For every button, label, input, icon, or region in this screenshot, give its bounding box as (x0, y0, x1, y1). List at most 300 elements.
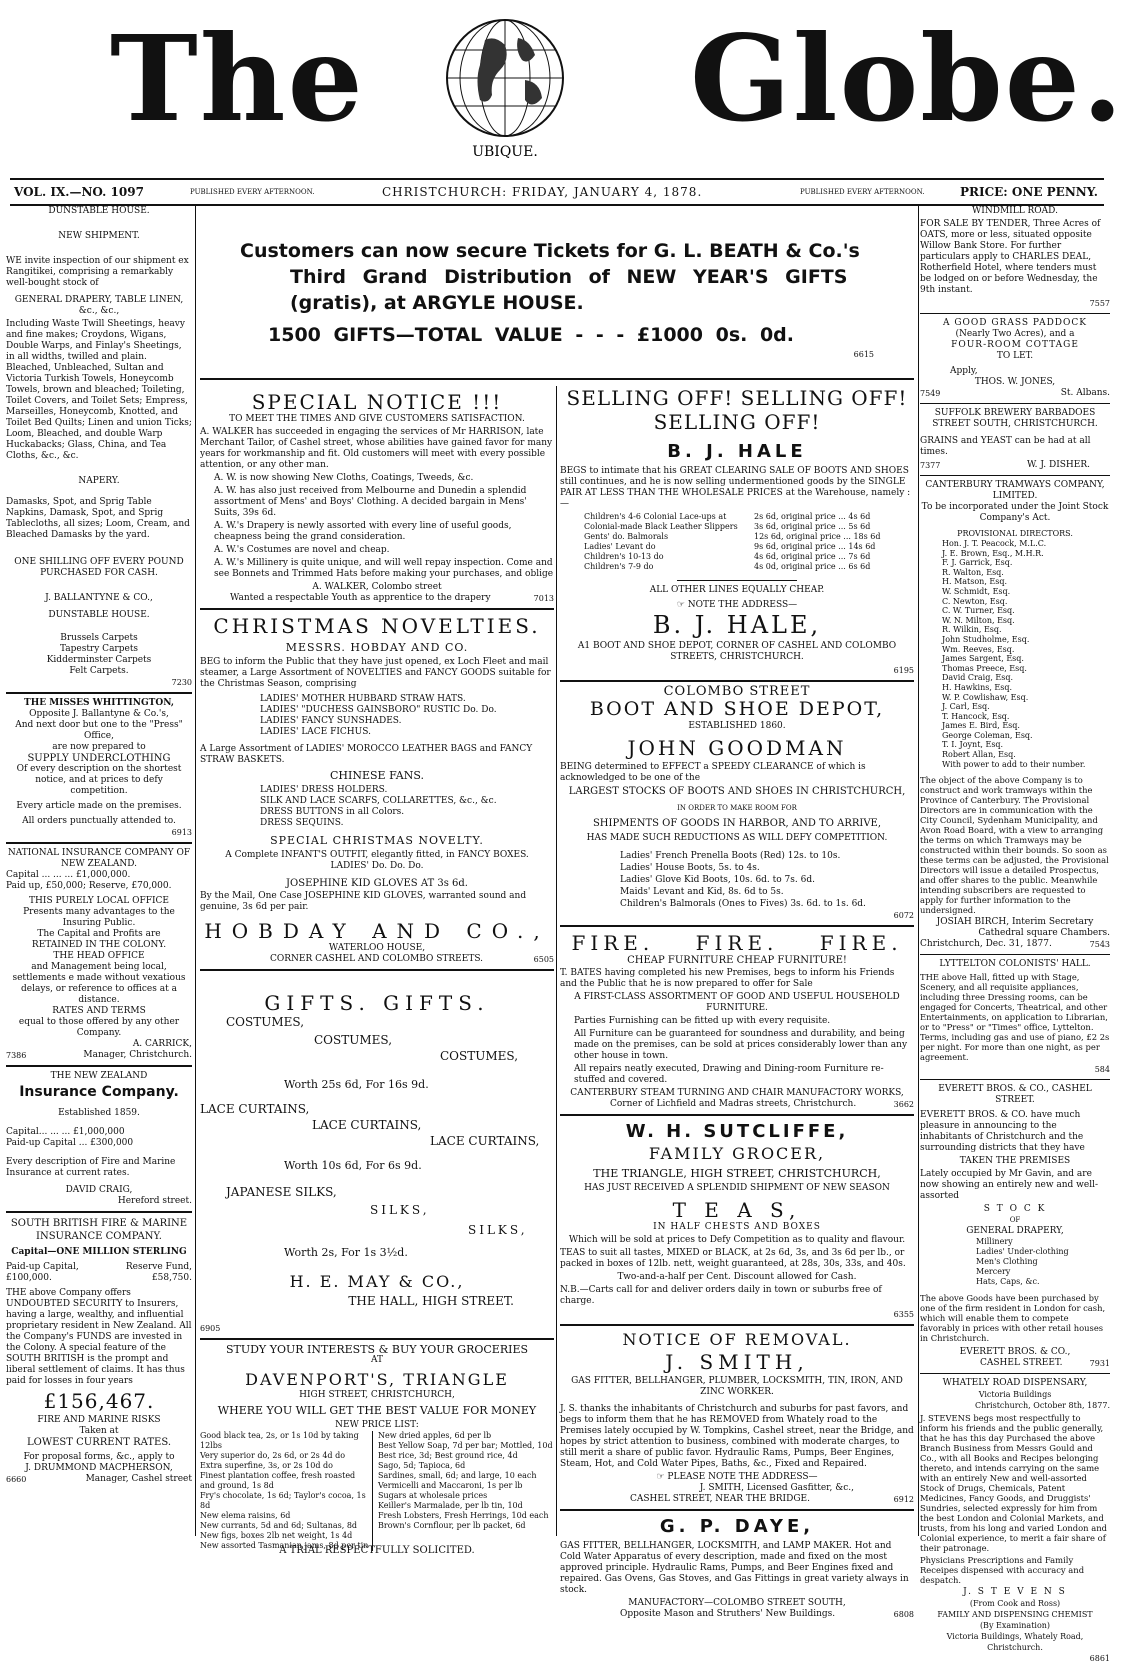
price-item: Best rice, 3d; Best ground rice, 4d (378, 1451, 518, 1460)
ad-heading: SUFFOLK BREWERY BARBADOES STREET SOUTH, CHRISTCHURCH. (932, 408, 1098, 429)
ad-subheading: TAKEN THE PREMISES (959, 1156, 1071, 1167)
ad-subheading: FAMILY GROCER, (648, 1144, 826, 1163)
list-item: H. Hawkins, Esq. (942, 682, 1013, 692)
ad-subheading: LARGEST STOCKS OF BOOTS AND SHOES IN CHRISTCHURCH, (568, 786, 906, 797)
price-item: Sago, 5d; Tapioca, 6d (378, 1461, 466, 1470)
ad-text: are now prepared to (52, 742, 146, 752)
price-item: Fresh Lobsters, Fresh Herrings, 10d each (378, 1511, 549, 1520)
ad-text: &c., &c., (78, 306, 120, 316)
list-item: J. E. Brown, Esq., M.H.R. (942, 548, 1044, 558)
price-item: Vermicelli and Maccaroni, 1s per lb (378, 1481, 523, 1490)
agent-title: Manager, Cashel street (85, 1474, 192, 1484)
ad-text: OF (1009, 1216, 1021, 1225)
ad-heading: FIRE. FIRE. FIRE. (571, 931, 903, 955)
right-column (920, 206, 1110, 1664)
price-item: New assorted Tasmanian jams, 8d per tin (200, 1541, 369, 1550)
ad-date: Christchurch, Dec. 31, 1877. (920, 939, 1052, 950)
ad-text: Physicians Prescriptions and Family Receipes dispensed with accuracy and despatch. (920, 1555, 1085, 1586)
ad-subheading: NEW PRICE LIST: (335, 1420, 419, 1430)
ad-text: A. W.'s Costumes are novel and cheap. (214, 545, 390, 555)
ad-text: THIS PURELY LOCAL OFFICE (29, 896, 169, 906)
list-item: LADIES' "DUCHESS GAINSBORO" RUSTIC Do. Do. (260, 705, 497, 715)
pointing-hand-icon: ☞ (676, 600, 688, 610)
ad-address: CASHEL STREET, NEAR THE BRIDGE. (630, 1494, 810, 1504)
ad-text: Every article made on the premises. (16, 801, 182, 811)
ad-text: A. W.'s Millinery is quite unique, and will well repay inspection. Come and see Bonnets and Trimmed Hats before making your purchases, and oblige (214, 558, 554, 579)
ad-text: LACE CURTAINS, (430, 1134, 540, 1148)
publication-note-left: PUBLISHED EVERY AFTERNOON. (190, 188, 315, 196)
ad-subheading: THE TRIANGLE, HIGH STREET, CHRISTCHURCH, (593, 1167, 881, 1180)
ad-text: The above Goods have been purchased by one of the firm resident in London for cash, which will enable them to compete favorably in prices with other retail houses in Christchurch. (920, 1293, 1106, 1344)
list-item: George Coleman, Esq. (942, 730, 1033, 740)
price-item: Brown's Cornflour, per lb packet, 6d (378, 1521, 526, 1530)
ad-heading: BOOT AND SHOE DEPOT, (589, 698, 885, 720)
price-item: Ladies' Levant do (584, 542, 656, 551)
ad-subheading: WHERE YOU WILL GET THE BEST VALUE FOR MONEY (217, 1404, 537, 1417)
middle-right-column (560, 386, 914, 1619)
masthead (0, 0, 1125, 172)
ad-subheading: FAMILY AND DISPENSING CHEMIST (937, 1610, 1093, 1620)
price-line: Worth 2s, For 1s 3½d. (284, 1246, 408, 1259)
list-item: John Studholme, Esq. (942, 634, 1030, 644)
ad-address: CASHEL STREET. (980, 1358, 1063, 1369)
ad-text: THE HEAD OFFICE (53, 951, 145, 961)
ad-text: Lately occupied by Mr Gavin, and are now showing an entirely new and well-assorted (920, 1169, 1099, 1202)
list-item: Robert Allan, Esq. (942, 750, 1016, 760)
ad-text: equal to those offered by any other Company. (18, 1017, 180, 1038)
ad-heading: T E A S, (672, 1198, 802, 1222)
price-item: New dried apples, 6d per lb (378, 1431, 492, 1440)
ad-subheading: A FIRST-CLASS ASSORTMENT OF GOOD AND USEFUL HOUSEHOLD FURNITURE. (574, 992, 900, 1013)
price-item: Sardines, small, 6d; and large, 10 each (378, 1471, 537, 1480)
ad-number: 6861 (1089, 1654, 1110, 1664)
ad-text: SILKS, (468, 1223, 528, 1237)
ad-subheading: PROVISIONAL DIRECTORS. (957, 529, 1073, 538)
ad-text: Including Waste Twill Sheetings, heavy and fine makes; Croydons, Wigans, Double Warps, and Finlay's Sheetings, in all widths, twilled and plain. Bleached, Unbleached, Sultan and Victoria Turkish Towels, Honeycomb Towels, brown and bleached; Toileting, Toilet Covers, and Toilet Sets; Empress, Marseilles, Honeycomb, Knotted, and Toilet Bed Quilts; Linen and union Ticks; Loom, Bleached, and double Warp Huckabacks; Glass, China, and Tea Cloths, &c., &c. (6, 319, 192, 461)
ad-text: Damasks, Spot, and Sprig Table Napkins, Damask, Spot, and Sprig Tablecloths, all sizes; Loom, Cream, and Bleached Damasks by the yard. (6, 497, 190, 540)
ad-number: 7230 (171, 678, 192, 687)
ad-text: T. BATES having completed his new Premises, begs to inform his Friends and the Public that he is now prepared to offer for Sale (560, 968, 895, 989)
ad-text: J. STEVENS begs most respectfully to inform his friends and the public generally, that he has this day Purchased the above Branch Business from Messrs Gould and Co., with all Books and Recipes belonging thereto, and intends carrying on the same with an entirely New and well-assorted Stock of Drugs, Chemicals, Patent Medicines, Fancy Goods, and Druggists' Sundries, selected expressly for him from the best London and Colonial Markets, and trusts, from his long and varied London and Colonial experience, to merit a fair share of their patronage. (920, 1413, 1107, 1554)
list-item: T. Hancock, Esq. (942, 711, 1010, 721)
list-item: Felt Carpets. (69, 666, 129, 676)
ad-heading: A GOOD GRASS PADDOCK (942, 318, 1088, 328)
ad-text: FOR SALE BY TENDER, Three Acres of OATS, more or less, situated opposite Willow Bank Store. For further particulars apply to CHARLES DEAL, Rotherfield Hotel, where tenders must be lodged on or before Wednesday, the 9th instant. (920, 219, 1101, 295)
advertiser-name: W. H. SUTCLIFFE, (625, 1121, 849, 1142)
ad-heading: THE NEW ZEALAND (50, 1071, 148, 1081)
ad-subheading: GAS FITTER, BELLHANGER, PLUMBER, LOCKSMITH, TIN, IRON, AND ZINC WORKER. (571, 1376, 903, 1397)
ad-text: Established 1859. (58, 1108, 140, 1118)
list-item: W. P. Cowlishaw, Esq. (942, 692, 1029, 702)
ad-text: Parties Furnishing can be fitted up with every requisite. (574, 1016, 831, 1026)
carpet-list (6, 633, 192, 677)
price-value: 4s 6d, original price ... 7s 6d (754, 552, 871, 561)
ad-address: Opposite Mason and Struthers' New Buildings. (620, 1609, 836, 1619)
price-value: 12s 6d, original price ... 18s 6d (754, 532, 881, 541)
list-item: F. J. Garrick, Esq. (942, 558, 1013, 568)
advertiser-name: JOHN GOODMAN (627, 736, 847, 760)
list-item: James E. Bird, Esq. (942, 721, 1020, 731)
ad-subheading: IN HALF CHESTS AND BOXES (653, 1222, 821, 1232)
place-and-date: CHRISTCHURCH: FRIDAY, JANUARY 4, 1878. (382, 185, 703, 199)
ad-text: TO LET. (996, 351, 1034, 361)
list-item: C. W. Turner, Esq. (942, 606, 1015, 616)
ad-heading: CANTERBURY TRAMWAYS COMPANY, LIMITED. (925, 480, 1105, 501)
list-item: Hats, Caps, &c. (976, 1277, 1040, 1287)
ad-text: A Large Assortment of LADIES' MOROCCO LEATHER BAGS and FANCY STRAW BASKETS. (200, 744, 533, 765)
list-item: Thomas Preece, Esq. (942, 663, 1027, 673)
agent-name: A. CARRICK, (132, 1039, 192, 1049)
ad-address: St. Albans. (1060, 388, 1110, 398)
price-item: Sugars at wholesale prices (378, 1491, 488, 1500)
ad-text: Paid up, £50,000; Reserve, £70,000. (6, 881, 172, 891)
ad-text: (From Cook and Ross) (969, 1599, 1061, 1609)
ad-number: 7377 (920, 461, 941, 470)
advertiser-signature: J. SMITH, Licensed Gasfitter, &c., (699, 1483, 854, 1493)
price-value: 3s 6d, original price ... 5s 6d (754, 522, 871, 531)
ad-subheading: CHINESE FANS. (330, 769, 424, 782)
ad-headline: Customers can now secure Tickets for G. L. BEATH & Co.'s (240, 240, 860, 262)
ad-address: A1 BOOT AND SHOE DEPOT, CORNER OF CASHEL AND COLOMBO STREETS, CHRISTCHURCH. (577, 641, 897, 662)
list-item: R. Walton, Esq. (942, 567, 1004, 577)
list-item: W. N. Milton, Esq. (942, 615, 1015, 625)
ad-subheading: MESSRS. HOBDAY AND CO. (285, 641, 469, 654)
ad-text: Of every description on the shortest notice, and at prices to defy competition. (16, 764, 182, 796)
ad-text: And next door but one to the "Press" Office, (15, 720, 183, 741)
ad-heading: GIFTS. GIFTS. (264, 991, 490, 1015)
price-item: New currants, 5d and 6d; Sultanas, 8d (200, 1521, 358, 1530)
ad-number: 7543 (1089, 940, 1110, 950)
ad-subheading: Capital—ONE MILLION STERLING (11, 1247, 187, 1257)
advertiser-name: J. BALLANTYNE & CO., (45, 593, 153, 603)
ad-text: CORNER CASHEL AND COLOMBO STREETS. (270, 954, 484, 964)
ad-subheading: JOSEPHINE KID GLOVES AT 3s 6d. (286, 878, 468, 889)
ad-text: All Furniture can be guaranteed for soundness and durability, and being made on the premises, can be sold at prices considerably lower than any other house in town. (574, 1029, 908, 1061)
ad-number: 6615 (853, 350, 874, 359)
ad-number: 7549 (920, 389, 941, 398)
price-item: Children's 4-6 Colonial Lace-ups at (584, 512, 727, 521)
ad-address: Corner of Lichfield and Madras streets, Christchurch. (610, 1099, 857, 1109)
advertiser-name: H. E. MAY & CO., (289, 1272, 465, 1291)
ad-text: A. WALKER has succeeded in engaging the services of Mr HARRISON, late Merchant Tailor, of Cashel street, whose abilities have gained favor for many years for workmanship and fit. Old customers will meet with every possible attention, or any other man. (200, 427, 553, 470)
ad-text: HAS MADE SUCH REDUCTIONS AS WILL DEFY COMPETITION. (586, 833, 888, 843)
price-item: Finest plantation coffee, fresh roasted and ground, 1s 8d (200, 1471, 356, 1490)
list-item: J. Carl, Esq. (942, 702, 990, 712)
price-item: New figs, boxes 2lb net weight, 1s 4d (200, 1531, 353, 1540)
publication-note-right: PUBLISHED EVERY AFTERNOON. (800, 188, 925, 196)
ad-text: IN ORDER TO MAKE ROOM FOR (677, 804, 797, 812)
advertiser-name: W. J. DISHER. (1026, 460, 1090, 470)
ad-text: ☞ NOTE THE ADDRESS— (676, 600, 798, 610)
loss-amount: £156,467. (43, 1389, 155, 1413)
ad-text: GRAINS and YEAST can be had at all times. (920, 436, 1091, 457)
ad-heading: WHATELY ROAD DISPENSARY, (942, 1378, 1088, 1389)
list-item: Ladies' Under-clothing (976, 1247, 1069, 1257)
ad-date: Christchurch, October 8th, 1877. (974, 1401, 1110, 1411)
advertiser-name: THOS. W. JONES, (974, 377, 1056, 387)
ad-text: AT (370, 1355, 383, 1365)
ad-number: 7557 (1089, 299, 1110, 308)
volume-number: VOL. IX.—NO. 1097 (14, 185, 144, 199)
list-item: SILK AND LACE SCARFS, COLLARETTES, &c., &c. (260, 796, 497, 806)
ad-text: Every description of Fire and Marine Insurance at current rates. (6, 1157, 176, 1178)
ad-text: The Capital and Profits are (37, 929, 161, 939)
ad-subheading: DUNSTABLE HOUSE. (48, 610, 150, 620)
ad-text: HIGH STREET, CHRISTCHURCH, (299, 1390, 455, 1400)
column-rule (556, 386, 557, 1536)
advertiser-signature: JOSIAH BIRCH, Interim Secretary (936, 917, 1094, 928)
ad-subheading: FIRE AND MARINE RISKS (37, 1415, 161, 1425)
ad-text: A Complete INFANT'S OUTFIT, elegantly fitted, in FANCY BOXES. (225, 850, 529, 860)
ad-text: To be incorporated under the Joint Stock Company's Act. (921, 502, 1109, 523)
globe-emblem (430, 10, 580, 160)
ad-text: Victoria Buildings (978, 1390, 1052, 1400)
ad-headline: (gratis), at ARGYLE HOUSE. (290, 292, 584, 314)
ad-text: BEING determined to EFFECT a SPEEDY CLEARANCE of which is acknowledged to be one of the (560, 762, 866, 783)
beath-advertisement (200, 216, 914, 376)
ad-text: TEAS to suit all tastes, MIXED or BLACK, at 2s 6d, 3s, and 3s 6d per lb., or packed in boxes of 12lb. nett, weight guaranteed, at 28s, 30s, 33s, and 40s. (560, 1248, 906, 1269)
ad-heading: SPECIAL NOTICE !!! (251, 390, 503, 414)
ad-number: 7931 (1089, 1359, 1110, 1369)
ad-text: COSTUMES, (226, 1015, 305, 1029)
advertiser-signature: A. WALKER, Colombo street (312, 582, 442, 592)
price-item: Fry's chocolate, 1s 6d; Taylor's cocoa, 1s 8d (200, 1491, 366, 1510)
middle-left-column (200, 386, 554, 1556)
price-item: Colonial-made Black Leather Slippers (584, 522, 738, 531)
list-item: Millinery (976, 1237, 1013, 1247)
price-item: Keiller's Marmalade, per lb tin, 10d (378, 1501, 523, 1510)
ad-heading: SELLING OFF! SELLING OFF! SELLING OFF! (566, 386, 908, 434)
ad-subheading: NAPERY. (78, 476, 120, 486)
ad-number: 6195 (893, 666, 914, 675)
price-item: Good black tea, 2s, or 1s 10d by taking 12lbs (200, 1431, 359, 1450)
price-line: Worth 25s 6d, For 16s 9d. (284, 1078, 429, 1091)
ad-text: WATERLOO HOUSE, (328, 943, 426, 953)
list-item: James Sargent, Esq. (942, 654, 1024, 664)
ad-number: 3662 (893, 1100, 914, 1109)
ad-text: COSTUMES, (440, 1049, 519, 1063)
ad-text: JAPANESE SILKS, (226, 1185, 337, 1199)
ad-heading: FOUR-ROOM COTTAGE (951, 340, 1079, 350)
price-item: Best Yellow Soap, 7d per bar; Mottled, 10d (378, 1441, 553, 1450)
ad-subheading: LOWEST CURRENT RATES. (27, 1437, 171, 1448)
ad-text: LACE CURTAINS, (200, 1102, 310, 1116)
price-item: Ladies' House Boots, 5s. to 4s. (620, 863, 760, 873)
ad-text: (By Examination) (979, 1621, 1051, 1631)
ad-number: 6355 (893, 1310, 914, 1319)
ad-text: The object of the above Company is to construct and work tramways within the Province of Canterbury. The Provisional Directors are in communication with the City Council, Sydenham Municipality, and Avon Road Board, with a view to arranging the terms on which Tramways may be constructed within their bounds. So soon as these terms can be adjusted, the Provisional Directors will issue a detailed Prospectus, and offer shares to the public. Meanwhile intending subscribers are requested to apply for further information to the undersigned. (920, 775, 1109, 916)
ad-number: 7013 (533, 594, 554, 603)
ad-text: A. W. is now showing New Cloths, Coatings, Tweeds, &c. (214, 473, 474, 483)
ad-text: SUPPLY UNDERCLOTHING (27, 753, 171, 764)
ad-subheading: NEW SHIPMENT. (58, 231, 140, 241)
ad-text: ☞ PLEASE NOTE THE ADDRESS— (656, 1472, 818, 1482)
ad-number: 6905 (200, 1324, 221, 1333)
ad-text: and Management being local, settlements e made without vexatious delays, or reference to offices at a distance. (12, 962, 186, 1005)
list-item: Kidderminster Carpets (46, 655, 152, 665)
pointing-hand-icon: ☞ (656, 1472, 668, 1482)
price-item: Gents' do. Balmorals (584, 532, 669, 541)
ad-headline: Third Grand Distribution of NEW YEAR'S GIFTS (290, 266, 848, 288)
ad-text: BEGS to intimate that his GREAT CLEARING SALE OF BOOTS AND SHOES still continues, and he is now selling undermentioned goods by the SINGLE PAIR AT LESS THAN THE WHOLESALE PRICES at the Warehouse, namely :— (560, 466, 911, 509)
price-item: Ladies' Glove Kid Boots, 10s. 6d. to 7s. 6d. (620, 875, 815, 885)
advertiser-name: J. SMITH, (665, 1350, 809, 1374)
list-item: H. Matson, Esq. (942, 577, 1008, 587)
list-item: Hon. J. T. Peacock, M.L.C. (942, 539, 1047, 548)
ad-text: Reserve Fund, £58,750. (125, 1262, 192, 1283)
ad-text: Opposite J. Ballantyne & Co.'s, (29, 709, 169, 719)
ad-text: LACE CURTAINS, (312, 1118, 422, 1132)
ad-text: By the Mail, One Case JOSEPHINE KID GLOVES, warranted sound and genuine, 3s 6d per pair. (200, 891, 527, 912)
ad-heading: WINDMILL ROAD. (972, 206, 1058, 216)
price-line: Worth 10s 6d, For 6s 9d. (284, 1159, 422, 1172)
list-item: Tapestry Carpets (59, 644, 139, 654)
ad-heading: ONE SHILLING OFF EVERY POUND PURCHASED FOR CASH. (14, 557, 184, 578)
ad-subheading: GENERAL DRAPERY, TABLE LINEN, (14, 295, 184, 305)
ad-text: THE above Hall, fitted up with Stage, Scenery, and all requisite appliances, including three Dressing rooms, can be engaged for Concerts, Theatrical, and other Entertainments, on application to Librarian, or to "Press" or "Times" office, Lyttelton. Terms, including gas and use of piano, £2 2s per night. For more than one night, as per agreement. (920, 972, 1110, 1063)
ad-subheading: SPECIAL CHRISTMAS NOVELTY. (270, 834, 484, 847)
advertiser-name: HOBDAY AND CO., (204, 919, 550, 943)
ad-text: CANTERBURY STEAM TURNING AND CHAIR MANUFACTORY WORKS, (570, 1088, 904, 1098)
price-item: Children's Balmorals (Ones to Fives) 3s. 6d. to 1s. 6d. (620, 899, 866, 909)
ad-text: LADIES' Do. Do. Do. (330, 861, 424, 871)
advertiser-name: DAVENPORT'S, TRIANGLE (245, 1370, 509, 1389)
list-item: LADIES' MOTHER HUBBARD STRAW HATS. (260, 694, 466, 704)
list-item: DRESS SEQUINS. (260, 818, 344, 828)
globe-motto: UBIQUE. (472, 144, 538, 160)
ad-text: Paid-up Capital ... £300,000 (6, 1138, 134, 1148)
list-item: David Craig, Esq. (942, 673, 1014, 683)
ad-heading: SOUTH BRITISH FIRE & MARINE INSURANCE COMPANY. (10, 1218, 188, 1242)
ad-text: COSTUMES, (314, 1033, 393, 1047)
ad-text: N.B.—Carts call for and deliver orders daily in town or suburbs free of charge. (560, 1285, 882, 1306)
ad-text: MANUFACTORY—COLOMBO STREET SOUTH, (628, 1598, 846, 1608)
ad-text: All repairs neatly executed, Drawing and Dining-room Furniture re-stuffed and covered. (574, 1064, 884, 1085)
list-item: DRESS BUTTONS in all Colors. (260, 807, 405, 817)
list-item: LADIES' LACE FICHUS. (260, 727, 371, 737)
ad-number: 584 (1094, 1065, 1110, 1075)
ad-number: 6660 (6, 1475, 27, 1484)
ad-heading: THE MISSES WHITTINGTON, (24, 698, 174, 708)
ad-text: BEG to inform the Public that they have just opened, ex Loch Fleet and mail steamer, a Large Assortment of NOVELTIES and FANCY GOODS suitable for the Christmas Season, comprising (200, 657, 551, 689)
agent-title: Manager, Christchurch. (83, 1050, 192, 1060)
ad-text: All orders punctually attended to. (22, 816, 176, 826)
ad-text: WE invite inspection of our shipment ex Rangitikei, comprising a remarkably well-bought stock of (6, 256, 189, 288)
list-item: W. Schmidt, Esq. (942, 586, 1011, 596)
ad-text: J. S. thanks the inhabitants of Christchurch and suburbs for past favors, and begs to inform them that he has REMOVED from Whately road to the Premises lately occupied by W. Tompkins, Cashel street, near the Bridge, and hopes by strict attention to business, combined with moderate charges, to still merit a share of public favor. Hydraulic Rams, Pumps, Beer Engines, Steam, Hot, and Cold Water Pipes, Baths, &c., Fixed and Repaired. (560, 1404, 914, 1469)
left-column (6, 206, 192, 1536)
price-item: Maids' Levant and Kid, 8s. 6d to 5s. (620, 887, 784, 897)
ad-number: 6912 (893, 1495, 914, 1504)
price-item: Children's 10-13 do (584, 552, 664, 561)
ad-heading: NATIONAL INSURANCE COMPANY OF NEW ZEALAND. (7, 848, 191, 869)
list-item: LADIES' DRESS HOLDERS. (260, 785, 388, 795)
price-value: 4s 0d, original price ... 6s 6d (754, 562, 871, 571)
list-item: R. Wilkin, Esq. (942, 625, 1002, 635)
advertiser-name: J. S T E V E N S (963, 1587, 1067, 1598)
ad-text: RATES AND TERMS (52, 1006, 146, 1016)
ad-subheading: SHIPMENTS OF GOODS IN HARBOR, AND TO ARRIVE, (592, 818, 882, 829)
ad-number: 6505 (533, 955, 554, 964)
price-item: Children's 7-9 do (584, 562, 654, 571)
ad-heading: COLOMBO STREET (663, 684, 811, 699)
ad-subheading: ALL OTHER LINES EQUALLY CHEAP. (649, 585, 825, 595)
ad-text: ESTABLISHED 1860. (688, 721, 786, 731)
ad-number: 6913 (171, 828, 192, 837)
section-rule (200, 378, 914, 380)
ad-text: A. W. has also just received from Melbourne and Dunedin a splendid assortment of Mens' and Boys' Clothing. A decided bargain in Mens' Suits, 39s 6d. (214, 486, 527, 518)
ad-footer: A TRIAL RESPECTFULLY SOLICITED. (279, 1545, 475, 1556)
ad-text: HAS JUST RECEIVED A SPLENDID SHIPMENT OF NEW SEASON (584, 1183, 890, 1193)
advertiser-name: G. P. DAYE, (659, 1516, 815, 1537)
price-item: Ladies' French Prenella Boots (Red) 12s. to 10s. (620, 851, 841, 861)
price-item: Extra superfine, 3s, or 2s 10d do (200, 1461, 333, 1470)
ad-text: Capital... ... ... £1,000,000 (6, 1127, 125, 1137)
dateline (10, 178, 1104, 206)
ad-address: Victoria Buildings, Whately Road, Christchurch. (946, 1632, 1084, 1653)
ad-text: Which will be sold at prices to Defy Competition as to quality and flavour. (568, 1235, 906, 1245)
ad-heading: LYTTELTON COLONISTS' HALL. (939, 959, 1091, 970)
ad-text: Presents many advantages to the Insuring Public. (23, 907, 175, 928)
list-item: Men's Clothing (976, 1257, 1038, 1267)
ad-subheading: TO MEET THE TIMES AND GIVE CUSTOMERS SATISFACTION. (229, 414, 525, 424)
ad-text: RETAINED IN THE COLONY. (31, 940, 167, 950)
directors-list (920, 539, 1110, 769)
ad-headline: 1500 GIFTS—TOTAL VALUE - - - £1000 0s. 0d. (268, 324, 794, 346)
ad-text: EVERETT BROS. & CO. have much pleasure in announcing to the inhabitants of Christchurch and the surrounding districts that they have (920, 1110, 1085, 1154)
ad-subheading: S T O C K (983, 1204, 1047, 1215)
agent-name: DAVID CRAIG, (65, 1185, 133, 1195)
ad-text: A. W.'s Drapery is newly assorted with every line of useful goods, cheapness being the grand consideration. (214, 521, 512, 542)
ad-heading: NOTICE OF REMOVAL. (622, 1330, 852, 1349)
agent-name: J. DRUMMOND MACPHERSON, (25, 1463, 173, 1473)
ad-subheading: GENERAL DRAPERY, (966, 1226, 1064, 1237)
masthead-title-left: The (110, 9, 365, 148)
ad-heading: EVERETT BROS. & CO., CASHEL STREET. (938, 1084, 1092, 1106)
ad-text: For proposal forms, &c., apply to (23, 1452, 175, 1462)
price-value: 9s 6d, original price ... 14s 6d (754, 542, 876, 551)
ad-address: Cathedral square Chambers. (978, 928, 1110, 939)
ad-text: Wanted a respectable Youth as apprentice to the drapery (230, 593, 491, 603)
advertiser-name: B. J. HALE, (652, 611, 822, 639)
list-item: Brussels Carpets (60, 633, 138, 643)
ad-subheading: CHEAP FURNITURE CHEAP FURNITURE! (627, 955, 847, 966)
ad-heading: CHRISTMAS NOVELTIES. (213, 614, 541, 638)
ad-text: Taken at (79, 1426, 119, 1436)
list-item: Mercery (976, 1267, 1011, 1277)
advertiser-name: B. J. HALE (667, 441, 807, 462)
ad-text: THE above Company offers UNDOUBTED SECURITY to Insurers, having a large, wealthy, and influential proprietary resident in New Zealand. All the Company's FUNDS are invested in the Colony. A special feature of the SOUTH BRITISH is the prompt and liberal settlement of claims. It has thus paid for losses in four years (6, 1288, 192, 1386)
ad-number: 7386 (6, 1051, 27, 1060)
price-item: Very superior do, 2s 6d, or 2s 4d do (200, 1451, 346, 1460)
ad-text: SILKS, (370, 1203, 430, 1217)
price-value: 2s 6d, original price ... 4s 6d (754, 512, 871, 521)
ad-text: Two-and-a-half per Cent. Discount allowed for Cash. (617, 1272, 857, 1282)
list-item: T. I. Joynt, Esq. (942, 740, 1004, 750)
price-item: New elema raisins, 6d (200, 1511, 291, 1520)
price: PRICE: ONE PENNY. (960, 185, 1098, 199)
column-rule (195, 206, 196, 1536)
advertiser-name: EVERETT BROS. & CO., (959, 1347, 1071, 1358)
ad-text: Apply, (950, 366, 978, 376)
ad-subheading: THE HALL, HIGH STREET. (348, 1294, 514, 1308)
list-item: LADIES' FANCY SUNSHADES. (260, 716, 402, 726)
ad-text: (Nearly Two Acres), and a (955, 329, 1075, 339)
ad-text: GAS FITTER, BELLHANGER, LOCKSMITH, and LAMP MAKER. Hot and Cold Water Apparatus of every description, made and fixed on the most approved principle. Hydraulic Rams, Pumps, and Beer Engines fixed and repaired. Gas Ovens, Gas Stoves, and Gas Fittings in great variety always in stock. (560, 1541, 909, 1595)
ad-number: 6808 (893, 1610, 914, 1619)
agent-address: Hereford street. (117, 1196, 192, 1206)
ad-heading: STUDY YOUR INTERESTS & BUY YOUR GROCERIES (225, 1343, 529, 1356)
